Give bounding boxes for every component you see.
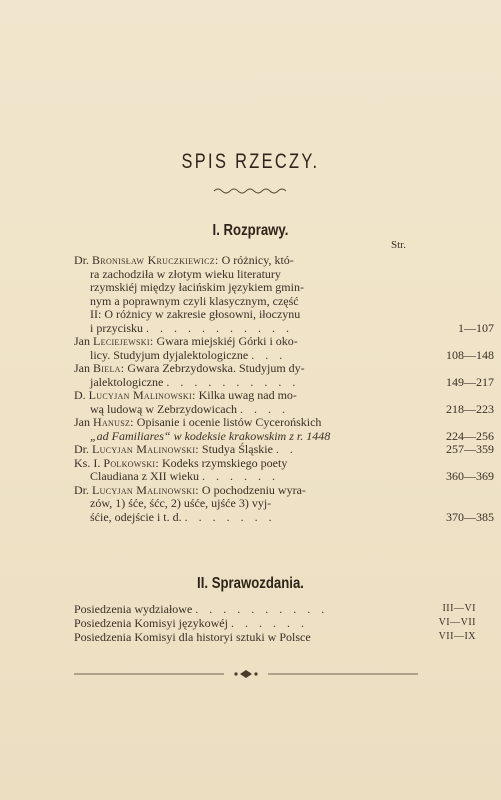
report-label: Posiedzenia Komisyi dla historyi sztuki w Polsce <box>74 630 311 645</box>
author-prefix: D. <box>74 388 86 402</box>
entry-text: rzymskiéj między łacińskim językiem gmin- <box>90 280 304 294</box>
report-pages: III—VI <box>442 603 476 614</box>
report-label: Posiedzenia Komisyi językowéj <box>74 616 228 631</box>
entry-text: Claudiana z XII wieku <box>90 469 199 483</box>
author-prefix: Dr. <box>74 253 89 267</box>
list-item: Dr. Lucyjan Malinowski: Studya Śląskie . . 257—359 <box>74 442 494 456</box>
entry-pages: 360—369 <box>446 469 494 483</box>
entry-text: ra zachodziła w złotym wieku literatury <box>90 266 281 281</box>
author-name: Leciejewski: <box>93 334 154 348</box>
pages-column-label: Str. <box>391 239 406 251</box>
entry-pages: 257—359 <box>446 442 494 456</box>
author-name: Hanusz: <box>93 415 134 429</box>
entry-text: O różnicy, któ- <box>221 253 294 267</box>
entry-text: śćie, odejście i t. d. <box>90 509 182 524</box>
author-prefix: Jan <box>74 334 90 348</box>
entry-pages: 224—256 <box>446 428 494 443</box>
entry-text: Kilka uwag nad mo- <box>198 388 297 402</box>
list-item: Posiedzenia Komisyi językowéj . . . . . . VI—VII <box>74 616 476 631</box>
list-item: D. Lucyjan Malinowski: Kilka uwag nad mo- wą ludową w Zebrzydowicach . . . . 218—223 <box>74 388 494 416</box>
entry-text: O pochodzeniu wyra- <box>201 482 306 497</box>
entry-text: jalektologiczne <box>90 374 164 389</box>
list-item: Posiedzenia wydziałowe . . . . . . . . . . III—VI <box>74 602 476 616</box>
list-item: Jan Biela: Gwara Zebrzydowska. Studyjum dy- jalektologiczne . . . . . . . . . . 149—217 <box>74 361 494 389</box>
author-name: Biela: <box>93 361 125 375</box>
author-prefix: Dr. <box>74 482 89 497</box>
author-name: Polkowski: <box>103 455 160 470</box>
author-name: Bronisław Kruczkiewicz: <box>92 253 219 267</box>
entries-list <box>74 253 494 524</box>
entry-text: Gwara Zebrzydowska. Studyjum dy- <box>127 361 305 375</box>
list-item: Dr. Lucyjan Malinowski: O pochodzeniu wyra- zów, 1) śće, śćc, 2) uśće, ujśće 3) vyj- śćie, odejście i t. d. . . . . . . . 370—385 <box>74 482 494 524</box>
author-prefix: Dr. <box>74 442 89 456</box>
entry-text: Kodeks rzymskiego poety <box>162 455 288 470</box>
author-prefix: Jan <box>74 361 90 375</box>
list-item <box>74 415 494 443</box>
list-item: Ks. I. Polkowski: Kodeks rzymskiego poety Claudiana z XII wieku . . . . . . 360—369 <box>74 455 494 483</box>
list-item: Jan Leciejewski: Gwara miejskiéj Górki i oko- licy. Studyjum dyjalektologiczne . . . 108—148 <box>74 334 494 362</box>
author-prefix: Ks. I. <box>74 455 101 470</box>
entry-text: Studya Śląskie <box>201 442 273 456</box>
entry-text: Gwara miejskiéj Górki i oko- <box>156 334 298 348</box>
entry-text: Opisanie i ocenie listów Cycerońskich <box>136 415 322 429</box>
entry-text: „ad Familiares“ w kodeksie krakowskim z r. 1448 <box>90 428 331 443</box>
entry-text: wą ludową w Zebrzydowicach <box>90 401 237 416</box>
list-item <box>74 630 476 645</box>
author-name: Lucyjan Malinowski: <box>92 442 199 456</box>
entry-text: nym a poprawnym czyli klasycznym, część <box>90 293 299 308</box>
report-pages: VI—VII <box>438 617 476 629</box>
report-label: Posiedzenia wydziałowe <box>74 602 193 616</box>
entry-pages: 149—217 <box>446 374 494 389</box>
entry-text: licy. Studyjum dyjalektologiczne <box>90 347 249 362</box>
section-heading-sprawozdania: II. Sprawozdania. <box>197 575 304 592</box>
author-name: Lucyjan Malinowski: <box>92 482 199 497</box>
entry-pages: 218—223 <box>446 401 494 416</box>
section-heading-rozprawy: I. Rozprawy. <box>212 222 289 239</box>
entry-pages: 370—385 <box>446 509 494 524</box>
entry-text: zów, 1) śće, śćc, 2) uśće, ujśće 3) vyj- <box>90 496 272 510</box>
list-item: Dr. Bronisław Kruczkiewicz: O różnicy, któ- ra zachodziła w złotym wieku literatury rzymskiéj między łacińskim językiem gmin- nym a poprawnym czyli klasycznym, część II: O różnicy w zakresie głosowni, iłoczynu i przycisku . . . . . . . . . . . 1—107 <box>74 253 494 335</box>
entry-text: II: O różnicy w zakresie głosowni, iłoczynu <box>90 307 301 321</box>
page-title: SPIS RZECZY. <box>181 150 320 173</box>
report-pages: VII—IX <box>438 631 476 643</box>
entry-pages: 108—148 <box>446 347 494 362</box>
entry-pages: 1—107 <box>458 320 494 335</box>
author-prefix: Jan <box>74 415 90 429</box>
title-ornament <box>212 186 288 196</box>
author-name: Lucyjan Malinowski: <box>88 388 196 402</box>
footer-ornament <box>74 668 418 680</box>
entry-text: i przycisku <box>90 320 143 335</box>
reports-list <box>74 602 476 645</box>
